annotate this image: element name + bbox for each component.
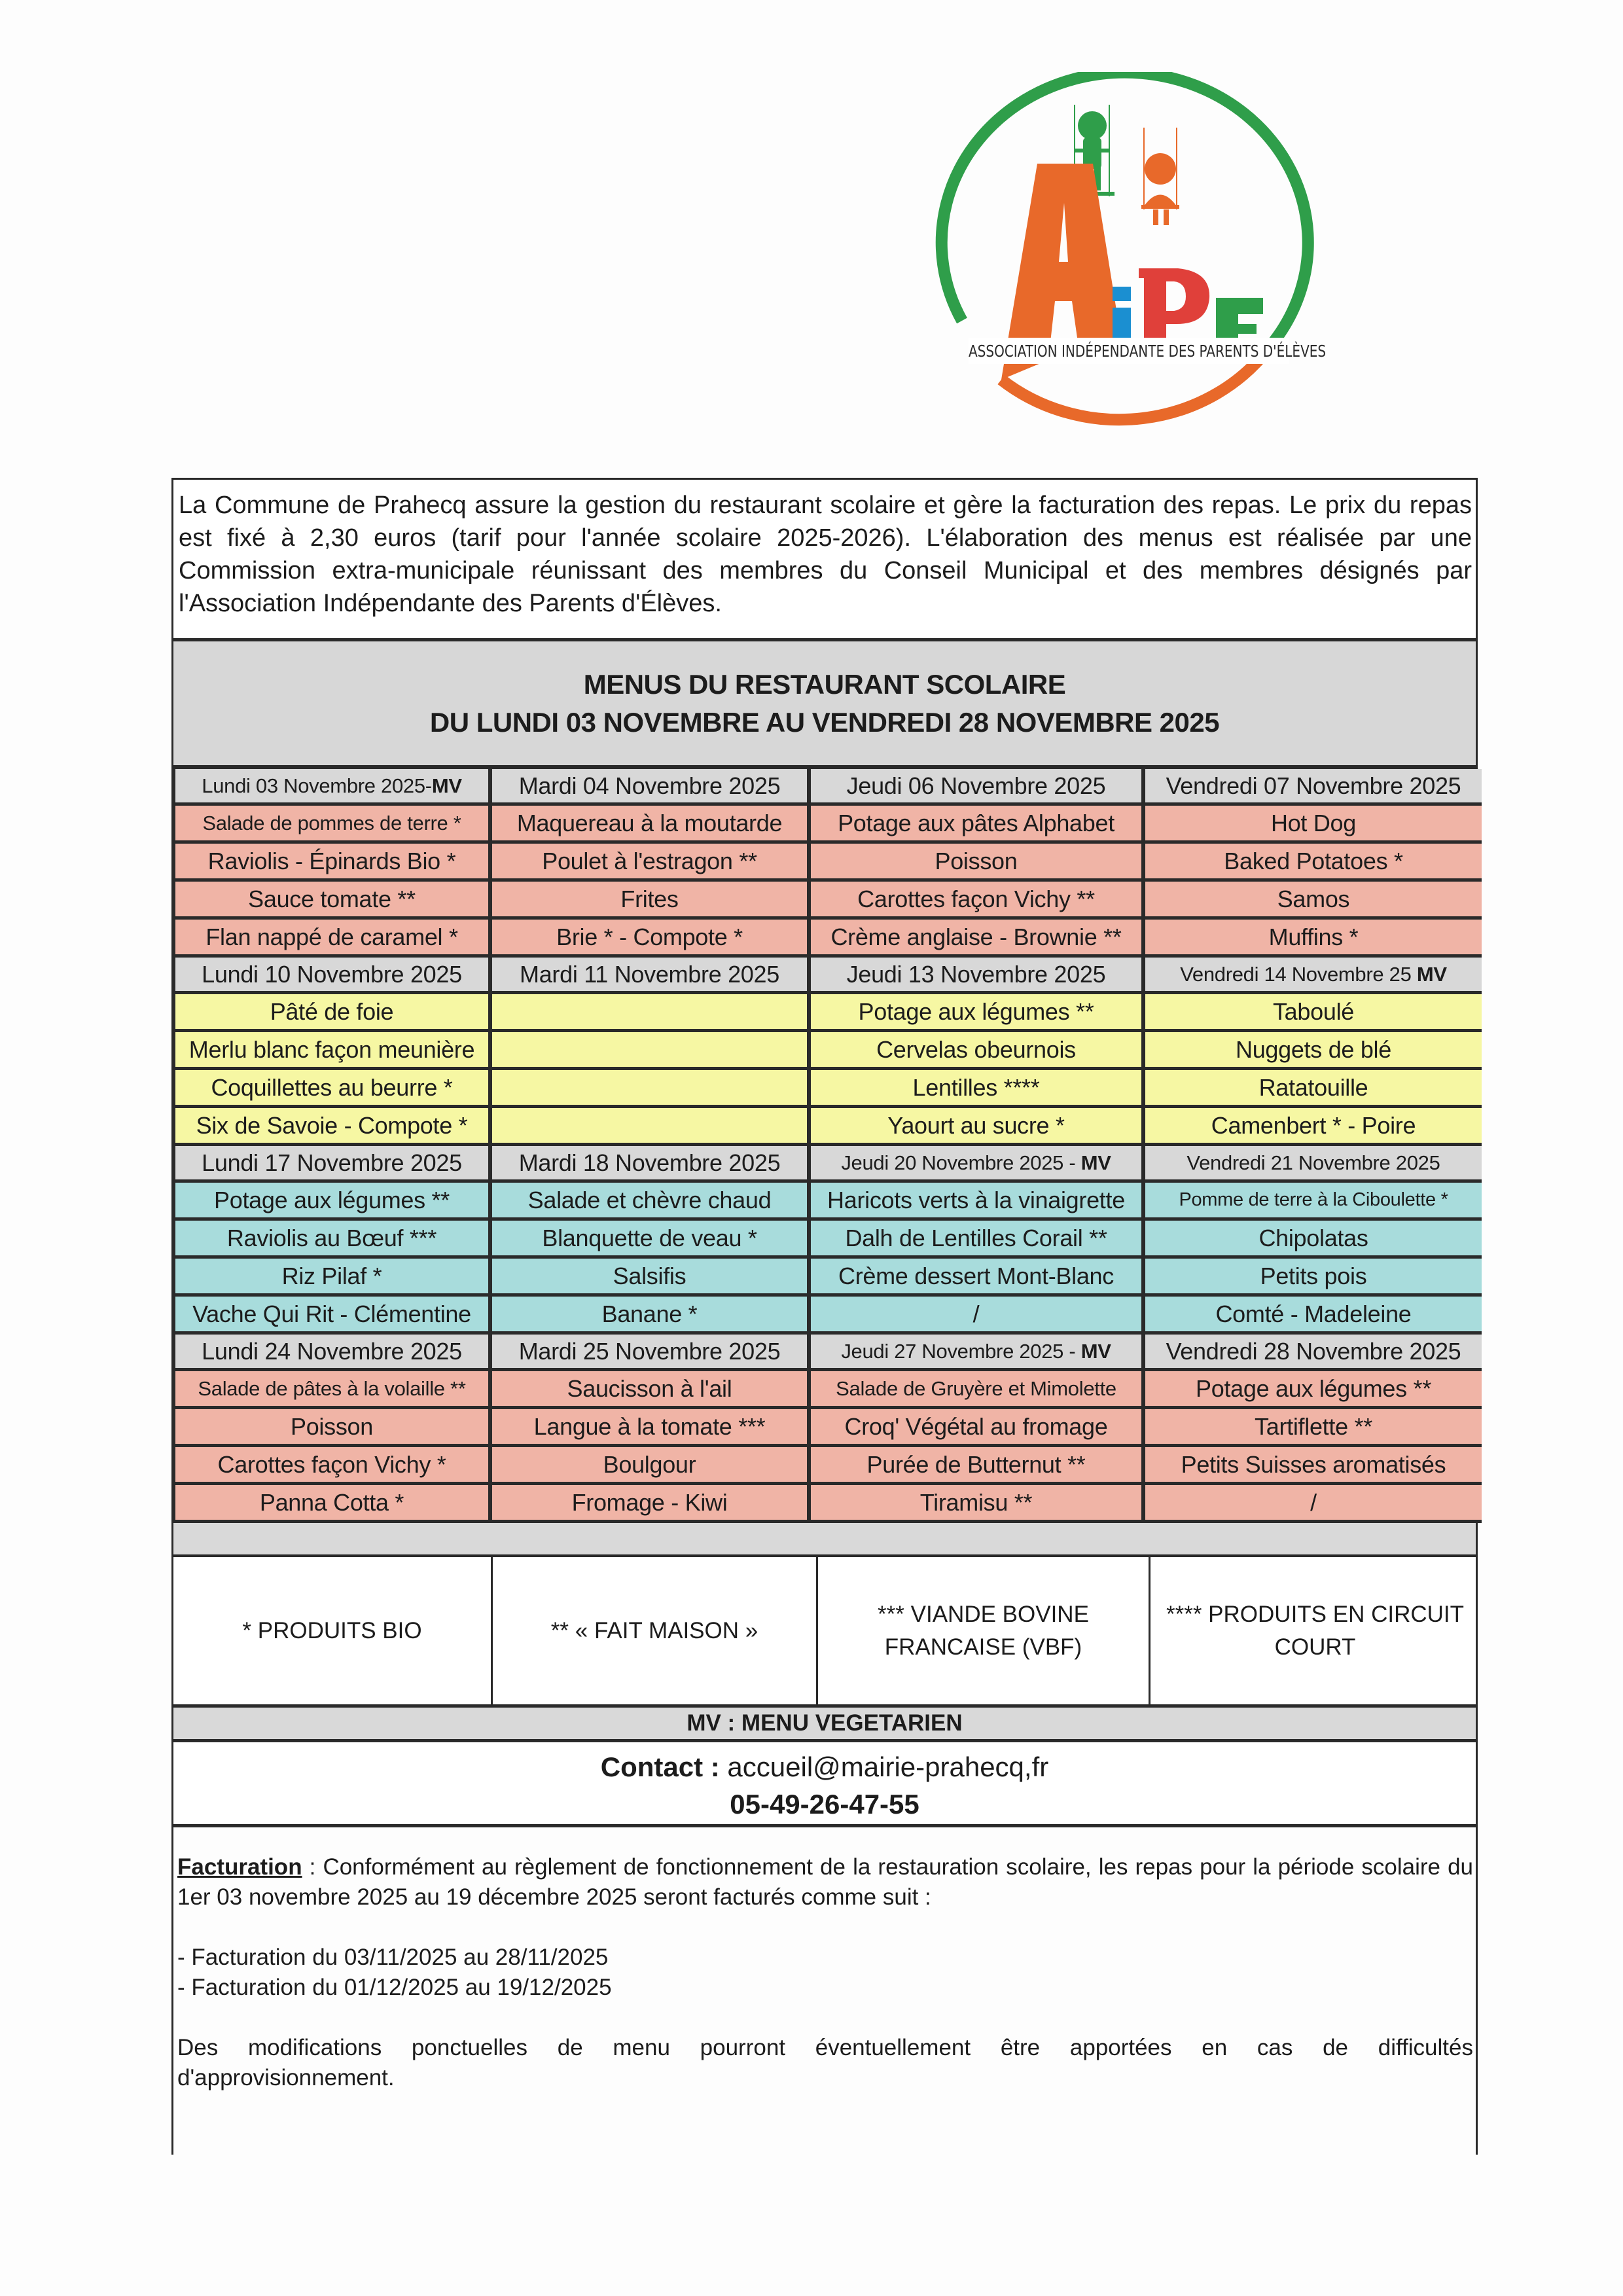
dish-cell: Carottes façon Vichy *: [175, 1447, 488, 1485]
legend-circuit-court: **** PRODUITS EN CIRCUIT COURT: [1166, 1601, 1465, 1660]
billing-period: - Facturation du 03/11/2025 au 28/11/2025: [177, 1945, 609, 1970]
dish-cell: Merlu blanc façon meunière: [175, 1032, 488, 1070]
contact-email[interactable]: accueil@mairie-prahecq,fr: [727, 1751, 1049, 1782]
day-header: Mardi 25 Novembre 2025: [492, 1335, 807, 1371]
day-header: Vendredi 28 Novembre 2025: [1145, 1335, 1482, 1371]
dish-cell-empty: [492, 1032, 807, 1070]
dish-cell: Yaourt au sucre *: [811, 1108, 1141, 1146]
dish-cell: Poisson: [175, 1409, 488, 1447]
logo-tagline: ASSOCIATION INDÉPENDANTE DES PARENTS D'ÉLÈVES: [969, 338, 1289, 364]
dish-cell: Ratatouille: [1145, 1070, 1482, 1108]
dish-cell: Flan nappé de caramel *: [175, 920, 488, 958]
legend-vbf: *** VIANDE BOVINE FRANCAISE (VBF): [818, 1557, 1150, 1704]
dish-cell: Blanquette de veau *: [492, 1221, 807, 1259]
dish-cell: Saucisson à l'ail: [492, 1371, 807, 1409]
dish-cell: Comté - Madeleine: [1145, 1297, 1482, 1335]
billing-paragraph: [177, 1852, 1473, 1912]
menu-period: DU LUNDI 03 NOVEMBRE AU VENDREDI 28 NOVEMBRE 2025: [429, 706, 1220, 738]
dish-cell: Cervelas obeurnois: [811, 1032, 1141, 1070]
dish-cell: Sauce tomate **: [175, 882, 488, 920]
dish-cell: Tartiflette **: [1145, 1409, 1482, 1447]
week-2: [175, 958, 1474, 1146]
billing-section: [171, 1827, 1478, 2155]
day-header: Jeudi 13 Novembre 2025: [811, 958, 1141, 994]
contact-block: [171, 1742, 1478, 1827]
dish-cell: Raviolis au Bœuf ***: [175, 1221, 488, 1259]
dish-cell: Tiramisu **: [811, 1485, 1141, 1523]
day-header: Vendredi 21 Novembre 2025: [1145, 1146, 1482, 1183]
dish-cell: Riz Pilaf *: [175, 1259, 488, 1297]
mv-legend: MV : MENU VEGETARIEN: [171, 1704, 1478, 1742]
dish-cell: Coquillettes au beurre *: [175, 1070, 488, 1108]
dish-cell: Vache Qui Rit - Clémentine: [175, 1297, 488, 1335]
dish-cell: Haricots verts à la vinaigrette: [811, 1183, 1141, 1221]
contact-line: [173, 1748, 1476, 1787]
dish-cell: Crème dessert Mont-Blanc: [811, 1259, 1141, 1297]
dish-cell: Taboulé: [1145, 994, 1482, 1032]
dish-cell: Croq' Végétal au fromage: [811, 1409, 1141, 1447]
legend-fait-maison: ** « FAIT MAISON »: [493, 1557, 818, 1704]
dish-cell: Camenbert * - Poire: [1145, 1108, 1482, 1146]
dish-cell: Lentilles ****: [811, 1070, 1141, 1108]
day-header: Vendredi 14 Novembre 25 MV: [1145, 958, 1482, 994]
billing-text: : Conformément au règlement de fonctionnement de la restauration scolaire, les repas pour la période scolaire du 1er 03 novembre 2025 au 19 décembre 2025 seront facturés comme suit :: [177, 1854, 1473, 1910]
contact-phone[interactable]: 05-49-26-47-55: [730, 1789, 919, 1820]
dish-cell: Salsifis: [492, 1259, 807, 1297]
dish-cell: Potage aux légumes **: [811, 994, 1141, 1032]
separator-band: [171, 1523, 1478, 1557]
dish-cell: /: [1145, 1485, 1482, 1523]
dish-cell: Langue à la tomate ***: [492, 1409, 807, 1447]
dish-cell: Pomme de terre à la Ciboulette *: [1145, 1183, 1482, 1221]
day-header: Mardi 04 Novembre 2025: [492, 769, 807, 806]
menu-grid: [171, 769, 1478, 1523]
day-header: Jeudi 20 Novembre 2025 - MV: [811, 1146, 1141, 1183]
dish-cell: Chipolatas: [1145, 1221, 1482, 1259]
dish-cell: Baked Potatoes *: [1145, 844, 1482, 882]
week-4: [175, 1335, 1474, 1523]
dish-cell: Nuggets de blé: [1145, 1032, 1482, 1070]
billing-note: Des modifications ponctuelles de menu pourront éventuellement être apportées en cas de difficultés d'approvisionnement.: [177, 2035, 1473, 2090]
billing-periods: [177, 1943, 1473, 2003]
legend-bio: * PRODUITS BIO: [173, 1557, 493, 1704]
aipe-logo: [903, 72, 1327, 439]
dish-cell: Potage aux légumes **: [175, 1183, 488, 1221]
dish-cell: Brie * - Compote *: [492, 920, 807, 958]
billing-label: Facturation: [177, 1854, 302, 1880]
day-header: Lundi 24 Novembre 2025: [175, 1335, 488, 1371]
dish-cell: Potage aux pâtes Alphabet: [811, 806, 1141, 844]
day-header: Lundi 17 Novembre 2025: [175, 1146, 488, 1183]
dish-cell: Raviolis - Épinards Bio *: [175, 844, 488, 882]
dish-cell: Dalh de Lentilles Corail **: [811, 1221, 1141, 1259]
dish-cell: Poisson: [811, 844, 1141, 882]
billing-period: - Facturation du 01/12/2025 au 19/12/2025: [177, 1975, 612, 2000]
menu-title-band: [171, 641, 1478, 769]
menu-sheet: [171, 478, 1478, 2155]
dish-cell: Frites: [492, 882, 807, 920]
dish-cell: Carottes façon Vichy **: [811, 882, 1141, 920]
dish-cell: Samos: [1145, 882, 1482, 920]
dish-cell-empty: [492, 1070, 807, 1108]
dish-cell: Potage aux légumes **: [1145, 1371, 1482, 1409]
dish-cell: Salade et chèvre chaud: [492, 1183, 807, 1221]
dish-cell: Maquereau à la moutarde: [492, 806, 807, 844]
intro-paragraph: La Commune de Prahecq assure la gestion du restaurant scolaire et gère la facturation des repas. Le prix du repas est fixé à 2,30 euros (tarif pour l'année scolaire 2025-2026). L'élaboration des menus est réalisée par une Commission extra-municipale réunissant des membres du Conseil Municipal et des membres désignés par l'Association Indépendante des Parents d'Élèves.: [171, 478, 1478, 641]
dish-cell: Petits Suisses aromatisés: [1145, 1447, 1482, 1485]
dish-cell: Six de Savoie - Compote *: [175, 1108, 488, 1146]
day-header: Mardi 18 Novembre 2025: [492, 1146, 807, 1183]
aipe-logo-graphic: [903, 72, 1322, 439]
dish-cell: Salade de pâtes à la volaille **: [175, 1371, 488, 1409]
contact-label: Contact :: [600, 1751, 720, 1782]
day-header: Jeudi 06 Novembre 2025: [811, 769, 1141, 806]
dish-cell: Purée de Butternut **: [811, 1447, 1141, 1485]
dish-cell: Muffins *: [1145, 920, 1482, 958]
boy-figure-icon: [1078, 111, 1107, 140]
dish-cell-empty: [492, 1108, 807, 1146]
dish-cell: Fromage - Kiwi: [492, 1485, 807, 1523]
day-header: Jeudi 27 Novembre 2025 - MV: [811, 1335, 1141, 1371]
dish-cell-empty: [492, 994, 807, 1032]
dish-cell: Hot Dog: [1145, 806, 1482, 844]
dish-cell: Salade de pommes de terre *: [175, 806, 488, 844]
week-3: [175, 1146, 1474, 1335]
week-1: [175, 769, 1474, 958]
dish-cell: Banane *: [492, 1297, 807, 1335]
dish-cell: Poulet à l'estragon **: [492, 844, 807, 882]
day-header: Lundi 10 Novembre 2025: [175, 958, 488, 994]
dish-cell: Crème anglaise - Brownie **: [811, 920, 1141, 958]
dish-cell: Salade de Gruyère et Mimolette: [811, 1371, 1141, 1409]
menu-title: MENUS DU RESTAURANT SCOLAIRE: [583, 668, 1066, 700]
dish-cell: /: [811, 1297, 1141, 1335]
legend: [171, 1557, 1478, 1704]
dish-cell: Petits pois: [1145, 1259, 1482, 1297]
dish-cell: Boulgour: [492, 1447, 807, 1485]
girl-figure-icon: [1145, 153, 1176, 185]
dish-cell: Pâté de foie: [175, 994, 488, 1032]
day-header: Lundi 03 Novembre 2025- MV: [175, 769, 488, 806]
dish-cell: Panna Cotta *: [175, 1485, 488, 1523]
day-header: Vendredi 07 Novembre 2025: [1145, 769, 1482, 806]
day-header: Mardi 11 Novembre 2025: [492, 958, 807, 994]
